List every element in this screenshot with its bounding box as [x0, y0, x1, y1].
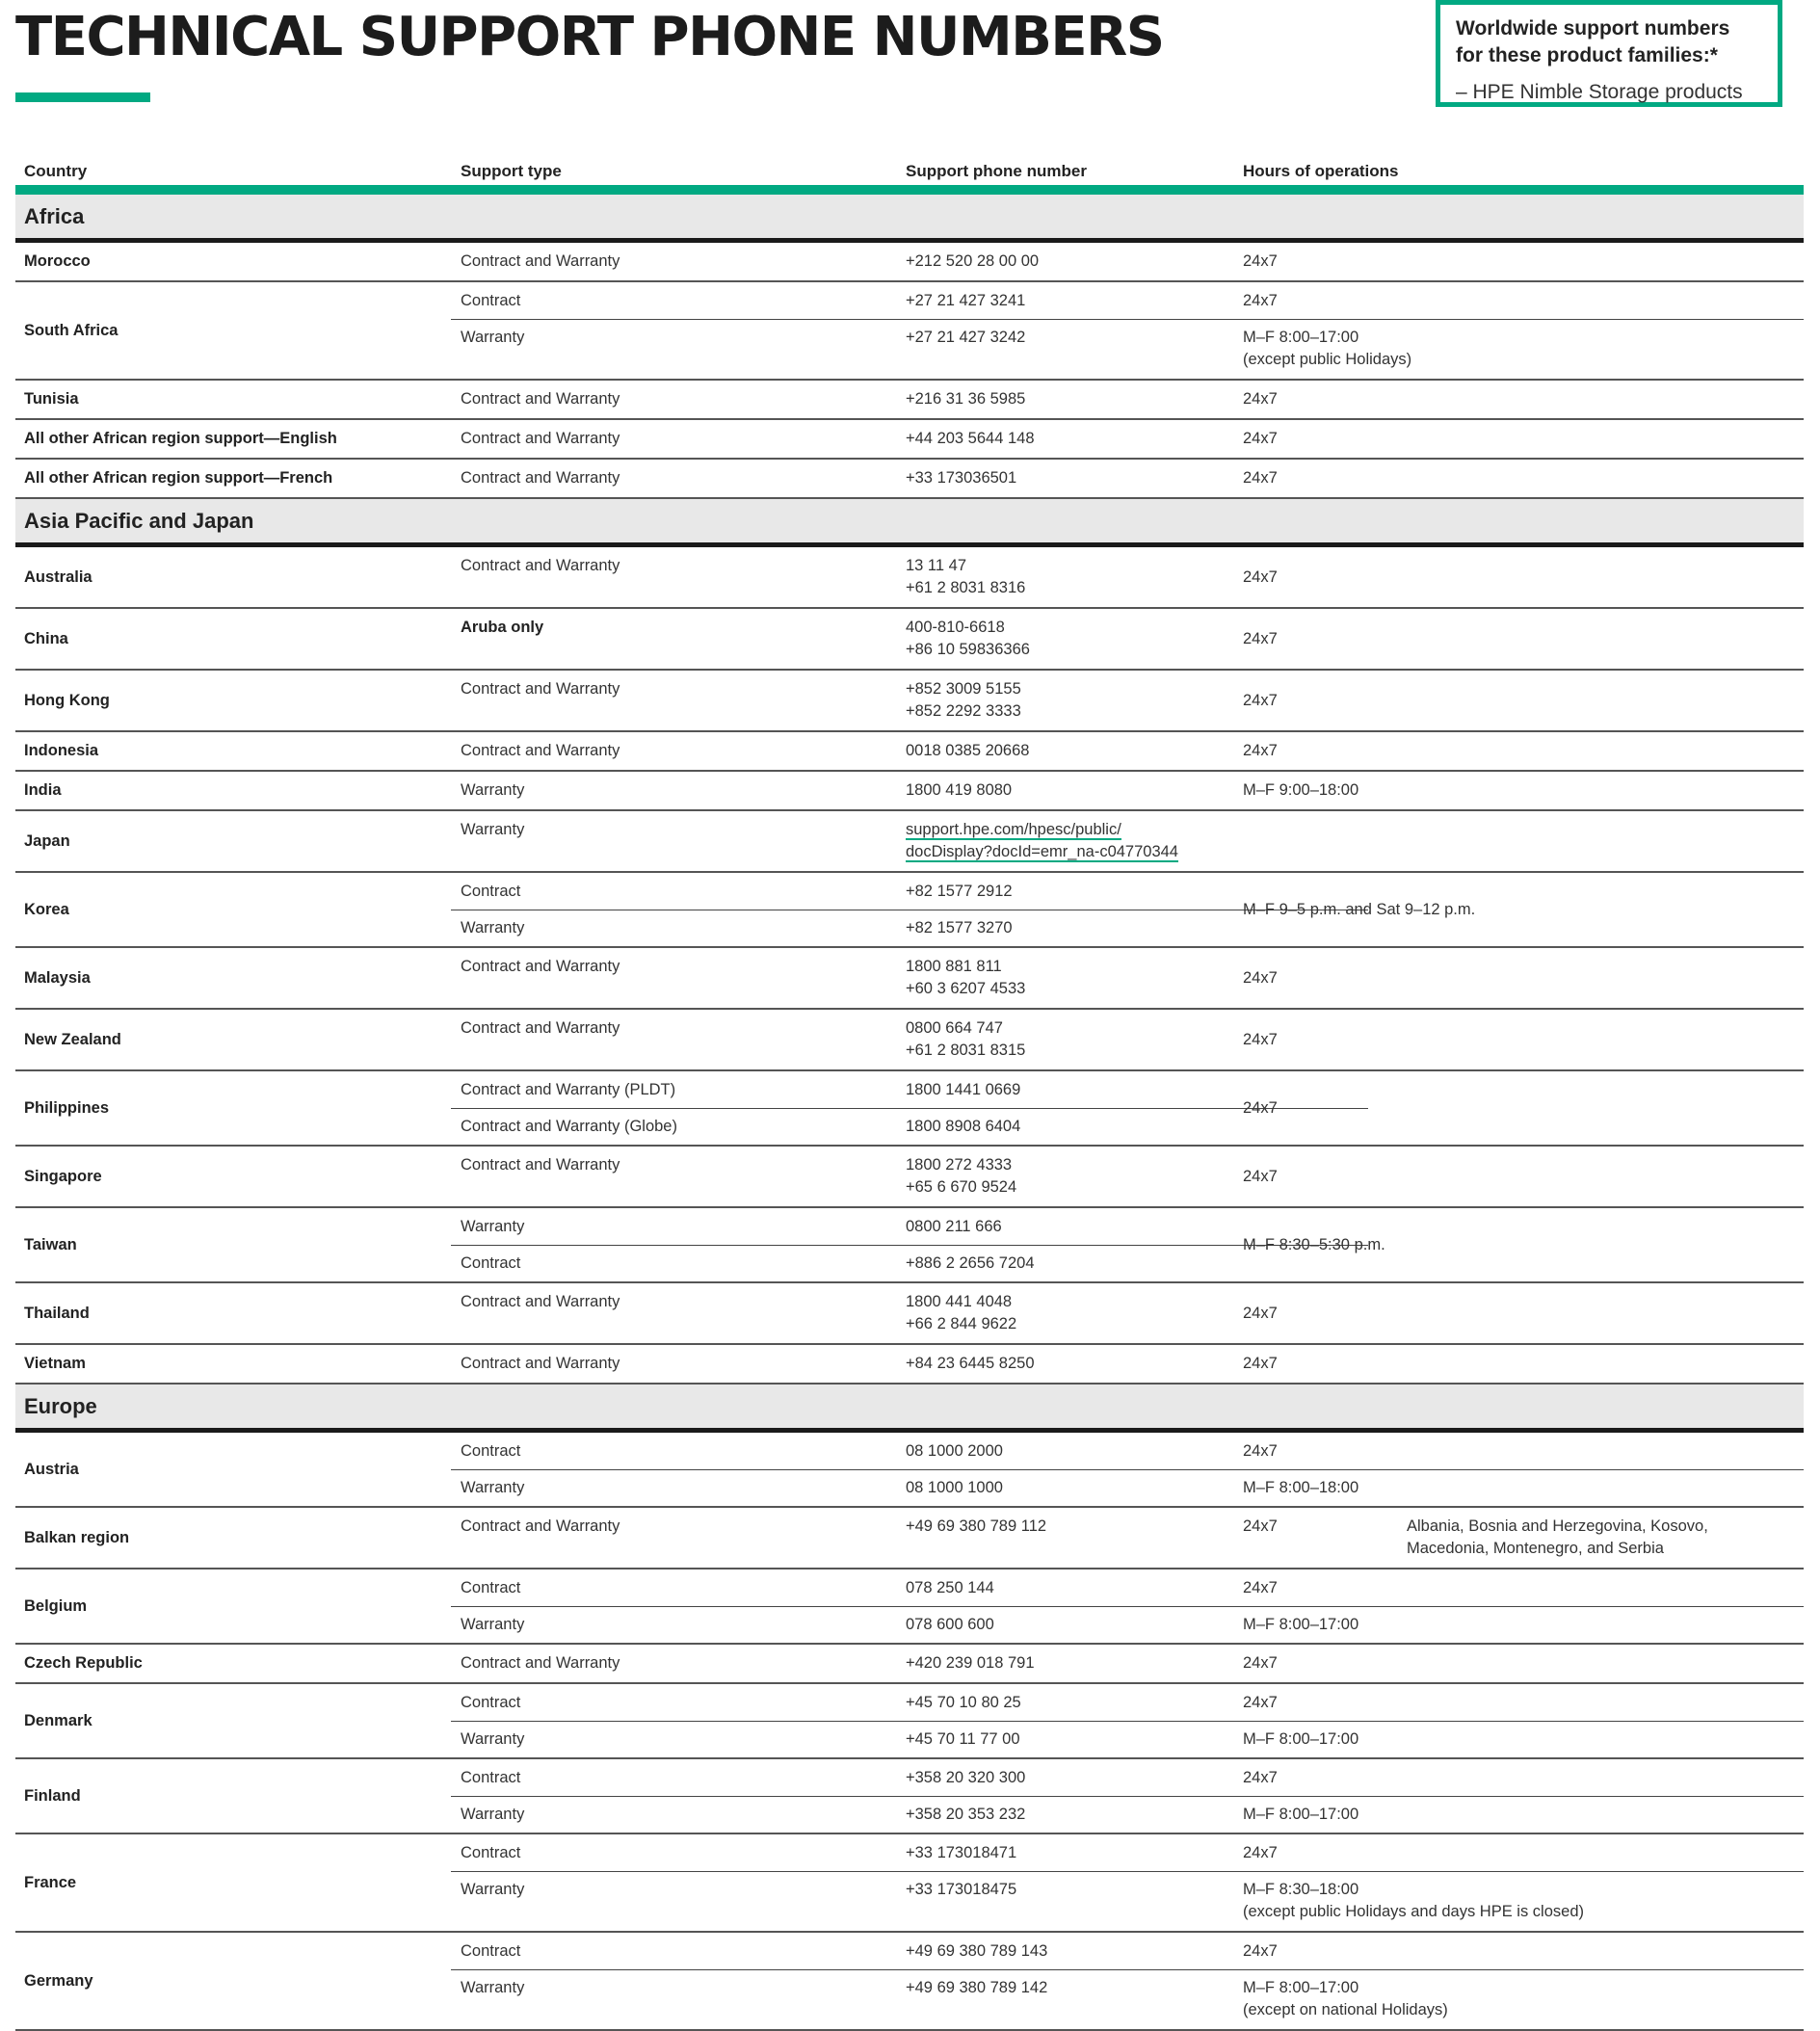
support-row	[451, 1071, 1368, 1109]
country-name: Japan	[24, 831, 70, 850]
callout-heading: Worldwide support numbers for these product families:*	[1456, 17, 1730, 66]
title-accent-bar	[15, 92, 150, 102]
support-phone-number: 1800 419 8080	[906, 781, 1013, 799]
hours-of-operation: 24x7	[1243, 968, 1278, 987]
support-type: Warranty	[461, 1616, 525, 1633]
support-type: Aruba only	[461, 619, 544, 636]
support-type: Contract	[461, 1942, 521, 1960]
support-phone-number: 0018 0385 20668	[906, 742, 1030, 759]
table-row	[15, 671, 1804, 732]
country-name: Czech Republic	[24, 1654, 143, 1672]
table-row	[15, 243, 1804, 282]
callout-link-nimble[interactable]: – HPE Nimble Storage products	[1456, 81, 1743, 103]
support-type: Warranty	[461, 1881, 525, 1898]
support-type: Contract and Warranty	[461, 742, 620, 759]
support-type: Contract and Warranty	[461, 1293, 620, 1310]
support-type: Warranty	[461, 1730, 525, 1748]
support-row	[451, 1684, 1804, 1722]
support-type: Contract	[461, 883, 521, 900]
support-type: Warranty	[461, 1806, 525, 1823]
country-name: Morocco	[24, 252, 91, 270]
hours-of-operation: 24x7	[1243, 1769, 1278, 1786]
support-row	[15, 811, 1804, 871]
support-row	[451, 1606, 1804, 1643]
hours-of-operation: 24x7	[1243, 1517, 1278, 1535]
support-phone-number: 1800 272 4333 +65 6 670 9524	[906, 1156, 1017, 1196]
support-row	[15, 671, 1804, 730]
support-type: Contract	[461, 1442, 521, 1460]
support-phone-number: +49 69 380 789 112	[906, 1517, 1047, 1535]
country-name: India	[24, 781, 62, 799]
support-row	[451, 1569, 1804, 1607]
country-name: Korea	[24, 900, 69, 918]
support-phone-number: +84 23 6445 8250	[906, 1355, 1035, 1372]
country-name: Singapore	[24, 1167, 102, 1185]
support-phone-number	[906, 819, 1178, 863]
support-row	[15, 420, 1804, 458]
hours-of-operation: 24x7	[1243, 390, 1278, 408]
country-name: Balkan region	[24, 1528, 130, 1546]
support-phone-number: +420 239 018 791	[906, 1654, 1035, 1672]
support-phone-number: 08 1000 2000	[906, 1442, 1003, 1460]
support-type: Contract and Warranty	[461, 390, 620, 408]
table-row	[15, 460, 1804, 499]
support-type: Contract	[461, 1579, 521, 1596]
support-type: Contract	[461, 1694, 521, 1711]
support-phone-number: +49 69 380 789 142	[906, 1979, 1048, 1996]
country-name: China	[24, 629, 68, 647]
table-row	[15, 948, 1804, 1010]
support-row	[15, 243, 1804, 280]
support-type: Contract and Warranty	[461, 1156, 620, 1174]
support-phone-number: +216 31 36 5985	[906, 390, 1026, 408]
country-name: New Zealand	[24, 1030, 121, 1048]
country-name: Malaysia	[24, 968, 91, 987]
support-type: Contract and Warranty	[461, 1654, 620, 1672]
callout-item	[1456, 79, 1762, 106]
support-phone-number: +49 69 380 789 143	[906, 1942, 1048, 1960]
support-type: Contract and Warranty	[461, 680, 620, 698]
table-row	[15, 282, 1804, 381]
region-header: Europe	[15, 1385, 1804, 1433]
support-type: Contract and Warranty	[461, 958, 620, 975]
support-row	[15, 460, 1804, 497]
support-type: Contract	[461, 1844, 521, 1861]
table-row	[15, 1834, 1804, 1933]
table-row	[15, 1433, 1804, 1508]
hours-of-operation: M–F 8:30–5:30 p.m.	[1243, 1235, 1385, 1253]
support-phone-number: 0800 664 747 +61 2 8031 8315	[906, 1019, 1026, 1059]
support-row	[15, 1283, 1804, 1343]
country-name: Philippines	[24, 1098, 110, 1117]
support-phone-number: 1800 8908 6404	[906, 1118, 1021, 1135]
hours-of-operation: M–F 8:00–17:00 (except public Holidays)	[1243, 329, 1412, 368]
support-phone-number: +33 173036501	[906, 469, 1017, 487]
support-row	[451, 1433, 1804, 1470]
hours-of-operation: 24x7	[1243, 1304, 1278, 1322]
worldwide-support-callout	[1436, 0, 1782, 107]
support-phone-number: +44 203 5644 148	[906, 430, 1035, 447]
table-row	[15, 873, 1804, 948]
support-row	[451, 1834, 1804, 1872]
hours-of-operation: 24x7	[1243, 430, 1278, 447]
table-row	[15, 1147, 1804, 1208]
table-row	[15, 547, 1804, 609]
hours-of-operation: M–F 8:00–17:00	[1243, 1616, 1359, 1633]
support-type: Contract	[461, 1769, 521, 1786]
column-header-country: Country	[24, 162, 88, 180]
hours-of-operation: M–F 8:00–17:00	[1243, 1730, 1359, 1748]
support-phone-number: 400-810-6618 +86 10 59836366	[906, 619, 1030, 658]
page-title: TECHNICAL SUPPORT PHONE NUMBERS	[15, 6, 1164, 68]
support-type: Contract and Warranty (PLDT)	[461, 1081, 676, 1098]
support-type: Contract and Warranty	[461, 557, 620, 574]
column-header-hours: Hours of operations	[1243, 162, 1399, 180]
support-type: Contract	[461, 292, 521, 309]
hours-of-operation: M–F 8:00–18:00	[1243, 1479, 1359, 1496]
support-phone-number: 1800 1441 0669	[906, 1081, 1021, 1098]
hours-of-operation: M–F 8:00–17:00	[1243, 1806, 1359, 1823]
support-row	[15, 609, 1804, 669]
support-phone-number: +82 1577 3270	[906, 919, 1013, 936]
support-phone-number: +45 70 10 80 25	[906, 1694, 1021, 1711]
country-name: France	[24, 1873, 77, 1891]
support-phone-number: +852 3009 5155 +852 2292 3333	[906, 680, 1021, 720]
support-type: Contract and Warranty	[461, 469, 620, 487]
support-row	[451, 910, 1368, 946]
support-row	[15, 381, 1804, 418]
japan-support-link[interactable]: support.hpe.com/hpesc/public/ docDisplay?docId=emr_na-c04770344	[906, 821, 1178, 860]
country-name: Belgium	[24, 1596, 88, 1615]
hours-of-operation: 24x7	[1243, 1654, 1278, 1672]
support-row	[451, 1759, 1804, 1797]
hours-of-operation: 24x7	[1243, 1030, 1278, 1048]
region-header: Asia Pacific and Japan	[15, 499, 1804, 547]
support-phone-number: +358 20 320 300	[906, 1769, 1026, 1786]
support-phone-number: +212 520 28 00 00	[906, 252, 1040, 270]
country-name: All other African region support—French	[24, 469, 333, 487]
table-row	[15, 1645, 1804, 1684]
country-name: South Africa	[24, 321, 119, 339]
support-phone-number: 078 600 600	[906, 1616, 994, 1633]
support-row	[15, 1508, 1804, 1568]
support-type: Warranty	[461, 821, 525, 838]
table-row	[15, 381, 1804, 420]
hours-of-operation: 24x7	[1243, 469, 1278, 487]
support-phone-number: +27 21 427 3242	[906, 329, 1026, 346]
support-type: Contract and Warranty	[461, 1355, 620, 1372]
support-phone-number: 0800 211 666	[906, 1218, 1002, 1235]
table-row	[15, 772, 1804, 811]
support-type: Warranty	[461, 919, 525, 936]
table-header	[15, 152, 1804, 195]
support-row	[451, 873, 1368, 910]
hours-of-operation: 24x7	[1243, 1167, 1278, 1185]
hours-of-operation: 24x7	[1243, 629, 1278, 647]
support-row	[15, 1345, 1804, 1383]
support-row	[15, 547, 1804, 607]
support-row	[451, 1796, 1804, 1833]
support-type: Warranty	[461, 1218, 525, 1235]
table-row	[15, 1208, 1804, 1283]
column-header-support-type: Support type	[461, 162, 562, 180]
support-row	[451, 1871, 1804, 1931]
table-row	[15, 609, 1804, 671]
support-row	[451, 1469, 1804, 1506]
support-row	[15, 772, 1804, 809]
hours-of-operation: 24x7	[1243, 1355, 1278, 1372]
hours-of-operation: M–F 9:00–18:00	[1243, 781, 1359, 799]
support-row	[451, 1108, 1368, 1145]
hours-of-operation: 24x7	[1243, 1442, 1278, 1460]
country-name: Denmark	[24, 1711, 92, 1729]
hours-of-operation: M–F 8:00–17:00 (except on national Holidays)	[1243, 1979, 1448, 2018]
support-row	[15, 1645, 1804, 1682]
hours-of-operation: 24x7	[1243, 1694, 1278, 1711]
support-row	[15, 732, 1804, 770]
support-type: Contract and Warranty (Globe)	[461, 1118, 677, 1135]
hours-of-operation: M–F 9–5 p.m. and Sat 9–12 p.m.	[1243, 900, 1476, 918]
hours-of-operation: 24x7	[1243, 1579, 1278, 1596]
country-name: All other African region support—English	[24, 430, 337, 447]
support-type: Warranty	[461, 1979, 525, 1996]
support-row	[451, 1721, 1804, 1757]
support-row	[451, 1969, 1804, 2029]
column-header-phone: Support phone number	[906, 162, 1087, 180]
hours-of-operation: 24x7	[1243, 1942, 1278, 1960]
region-note: Albania, Bosnia and Herzegovina, Kosovo, Macedonia, Montenegro, and Serbia	[1407, 1517, 1708, 1557]
table-row	[15, 1569, 1804, 1645]
hours-of-operation: 24x7	[1243, 691, 1278, 709]
hours-of-operation: 24x7	[1243, 742, 1278, 759]
support-type: Contract and Warranty	[461, 1019, 620, 1037]
support-type: Warranty	[461, 781, 525, 799]
region-header: Africa	[15, 195, 1804, 243]
support-phone-number: +27 21 427 3241	[906, 292, 1026, 309]
support-row	[15, 1010, 1804, 1069]
country-name: Austria	[24, 1460, 79, 1478]
support-row	[15, 948, 1804, 1008]
support-type: Warranty	[461, 329, 525, 346]
table-row	[15, 1684, 1804, 1759]
support-phone-number: 078 250 144	[906, 1579, 994, 1596]
country-name: Germany	[24, 1971, 93, 1990]
table-row	[15, 811, 1804, 873]
country-name: Taiwan	[24, 1235, 77, 1253]
table-row	[15, 1508, 1804, 1569]
support-row	[15, 1147, 1804, 1206]
support-phone-number: +886 2 2656 7204	[906, 1254, 1035, 1272]
hours-of-operation: 24x7	[1243, 252, 1278, 270]
support-phone-number: 1800 881 811 +60 3 6207 4533	[906, 958, 1026, 997]
country-name: Tunisia	[24, 390, 79, 408]
country-name: Indonesia	[24, 742, 99, 759]
support-row	[451, 1245, 1368, 1281]
hours-of-operation: 24x7	[1243, 567, 1278, 586]
support-table	[15, 152, 1804, 2031]
country-name: Hong Kong	[24, 691, 110, 709]
support-phone-number: +358 20 353 232	[906, 1806, 1026, 1823]
table-row	[15, 732, 1804, 772]
table-row	[15, 1283, 1804, 1345]
support-type: Warranty	[461, 1479, 525, 1496]
support-type: Contract and Warranty	[461, 430, 620, 447]
country-name: Thailand	[24, 1304, 90, 1322]
table-row	[15, 1071, 1804, 1147]
hours-of-operation: 24x7	[1243, 1844, 1278, 1861]
support-type: Contract and Warranty	[461, 252, 620, 270]
table-row	[15, 1010, 1804, 1071]
hours-of-operation: M–F 8:30–18:00 (except public Holidays and days HPE is closed)	[1243, 1881, 1585, 1920]
hours-of-operation: 24x7	[1243, 292, 1278, 309]
country-name: Australia	[24, 567, 92, 586]
hours-of-operation: 24x7	[1243, 1098, 1278, 1117]
support-phone-number: +45 70 11 77 00	[906, 1730, 1020, 1748]
support-row	[451, 1208, 1368, 1246]
support-type: Contract	[461, 1254, 521, 1272]
support-phone-number: 08 1000 1000	[906, 1479, 1003, 1496]
table-row	[15, 1759, 1804, 1834]
table-row	[15, 1345, 1804, 1385]
support-type: Contract and Warranty	[461, 1517, 620, 1535]
table-row	[15, 1933, 1804, 2031]
support-phone-number: 13 11 47 +61 2 8031 8316	[906, 557, 1026, 596]
country-name: Vietnam	[24, 1355, 86, 1372]
support-row	[451, 319, 1804, 379]
support-row	[451, 1933, 1804, 1970]
support-phone-number: 1800 441 4048 +66 2 844 9622	[906, 1293, 1017, 1332]
support-phone-number: +33 173018475	[906, 1881, 1017, 1898]
support-phone-number: +82 1577 2912	[906, 883, 1013, 900]
support-row	[451, 282, 1804, 320]
table-row	[15, 420, 1804, 460]
country-name: Finland	[24, 1786, 81, 1805]
support-phone-number: +33 173018471	[906, 1844, 1017, 1861]
